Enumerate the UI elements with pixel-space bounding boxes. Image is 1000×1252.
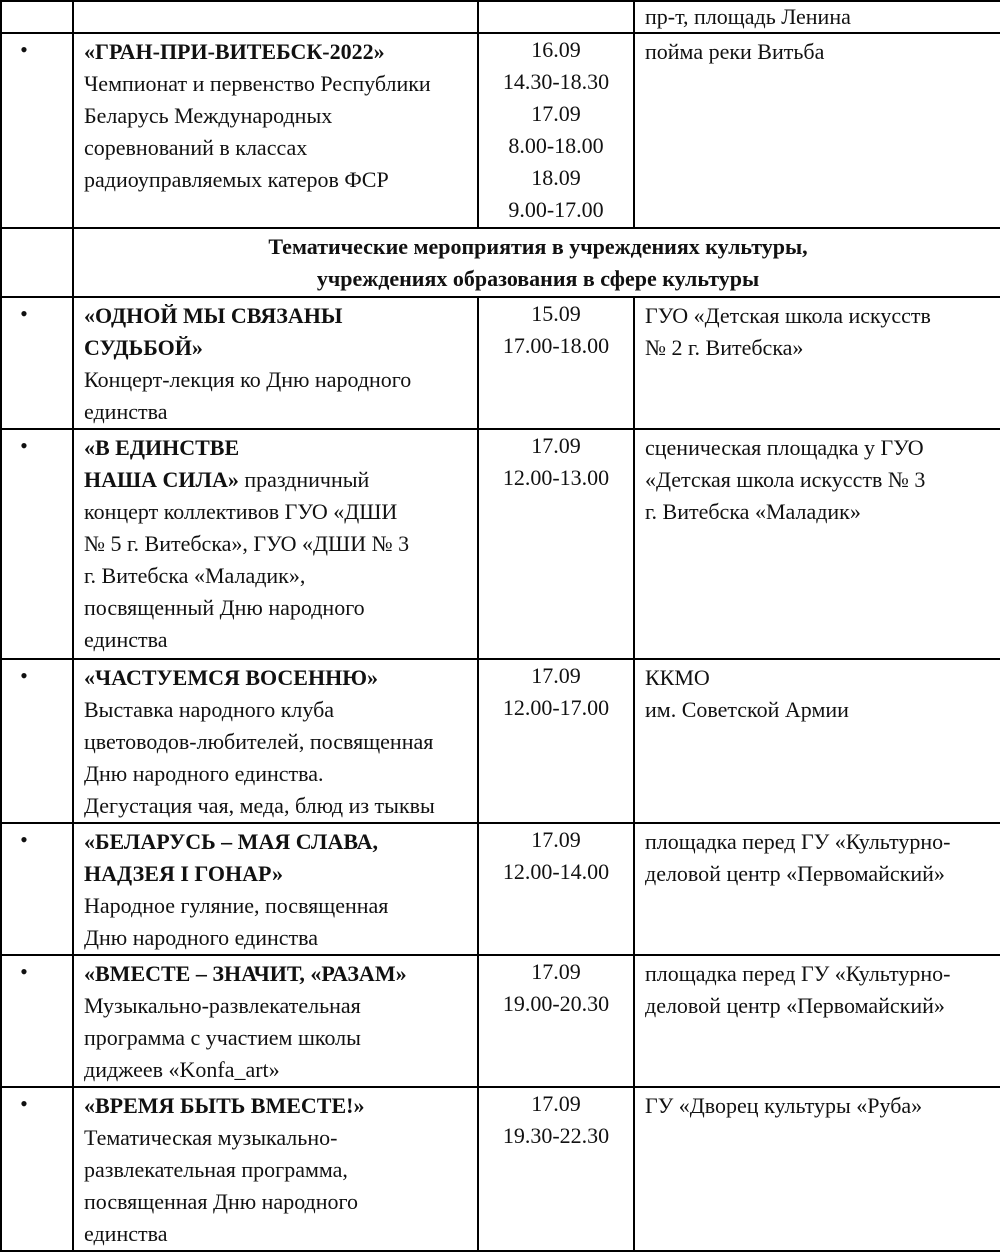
venue-text: ГУО «Детская школа искусств: [645, 303, 931, 328]
event-desc-line: Дню народного единства: [84, 925, 319, 950]
event-title: НАДЗЕЯ І ГОНАР»: [84, 861, 283, 886]
event-title-tail: праздничный: [238, 467, 370, 492]
event-desc-line: соревнований в классах: [84, 135, 308, 160]
section-header: [73, 228, 1000, 297]
section-header-row: [1, 228, 1000, 297]
event-cell: [73, 33, 478, 228]
time-text: 19.00-20.30: [502, 991, 610, 1016]
time-text: 17.00-18.00: [502, 333, 610, 358]
bullet-cell: [1, 823, 73, 955]
venue-text: деловой центр «Первомайский»: [645, 993, 945, 1018]
bullet-icon: •: [20, 37, 28, 62]
time-cell: [478, 955, 634, 1087]
venue-text: площадка перед ГУ «Культурно-: [645, 829, 951, 854]
venue-cell: [634, 1, 1000, 33]
event-title: «ВМЕСТЕ – ЗНАЧИТ, «РАЗАМ»: [84, 961, 407, 986]
date-text: 17.09: [531, 101, 581, 126]
event-title-line: [84, 958, 473, 990]
bullet-icon: •: [20, 301, 28, 326]
time-cell: [478, 33, 634, 228]
section-header-line: Тематические мероприятия в учреждениях культуры,: [268, 234, 808, 259]
table-row: [1, 659, 1000, 823]
time-text: 19.30-22.30: [502, 1123, 610, 1148]
date-text: 17.09: [531, 959, 581, 984]
bullet-icon: •: [20, 1091, 28, 1116]
event-title: «ГРАН-ПРИ-ВИТЕБСК-2022»: [84, 39, 385, 64]
bullet-cell: [1, 429, 73, 659]
event-title-line: [84, 332, 473, 364]
event-desc-line: Музыкально-развлекательная: [84, 993, 361, 1018]
venue-cell: [634, 33, 1000, 228]
bullet-cell: [1, 33, 73, 228]
bullet-icon: •: [20, 959, 28, 984]
venue-text: пр-т, площадь Ленина: [645, 4, 851, 29]
time-text: 12.00-14.00: [502, 859, 610, 884]
time-cell: [478, 659, 634, 823]
time-text: 14.30-18.30: [502, 69, 610, 94]
venue-cell: [634, 659, 1000, 823]
event-desc-line: диджеев «Konfa_art»: [84, 1057, 280, 1082]
date-text: 18.09: [531, 165, 581, 190]
bullet-icon: •: [20, 433, 28, 458]
event-title-line: [84, 432, 473, 464]
event-cell: [73, 823, 478, 955]
event-cell: [73, 429, 478, 659]
date-text: 17.09: [531, 1091, 581, 1116]
event-desc-line: № 5 г. Витебска», ГУО «ДШИ № 3: [84, 531, 410, 556]
event-desc-line: радиоуправляемых катеров ФСР: [84, 167, 389, 192]
date-text: 17.09: [531, 433, 581, 458]
event-title: СУДЬБОЙ»: [84, 335, 203, 360]
event-desc-line: Концерт-лекция ко Дню народного: [84, 367, 412, 392]
table-row: [1, 955, 1000, 1087]
bullet-cell: [1, 955, 73, 1087]
venue-cell: [634, 297, 1000, 429]
event-desc-line: Выставка народного клуба: [84, 697, 335, 722]
venue-text: ККМО: [645, 665, 710, 690]
event-desc-line: Народное гуляние, посвященная: [84, 893, 389, 918]
table-row: [1, 1087, 1000, 1251]
event-desc-line: Дню народного единства.: [84, 761, 324, 786]
event-desc-line: единства: [84, 399, 168, 424]
table-row: [1, 33, 1000, 228]
event-desc-line: Чемпионат и первенство Республики: [84, 71, 431, 96]
bullet-cell: [1, 297, 73, 429]
event-title-line: [84, 300, 473, 332]
time-cell: [478, 823, 634, 955]
event-title: «В ЕДИНСТВЕ: [84, 435, 240, 460]
event-cell: [73, 955, 478, 1087]
venue-cell: [634, 1087, 1000, 1251]
event-title-line: [84, 662, 473, 694]
venue-text: г. Витебска «Маладик»: [645, 499, 861, 524]
date-text: 16.09: [531, 37, 581, 62]
event-desc-line: Беларусь Международных: [84, 103, 333, 128]
event-desc-line: цветоводов-любителей, посвященная: [84, 729, 434, 754]
event-title: «БЕЛАРУСЬ – МАЯ СЛАВА,: [84, 829, 379, 854]
event-desc-line: г. Витебска «Маладик»,: [84, 563, 306, 588]
venue-text: пойма реки Витьба: [645, 39, 825, 64]
event-title-line: [84, 826, 473, 858]
venue-text: № 2 г. Витебска»: [645, 335, 804, 360]
venue-text: им. Советской Армии: [645, 697, 849, 722]
table-row: [1, 297, 1000, 429]
date-text: 15.09: [531, 301, 581, 326]
event-desc-line: Тематическая музыкально-: [84, 1125, 338, 1150]
time-cell: [478, 429, 634, 659]
event-desc-line: программа с участием школы: [84, 1025, 361, 1050]
date-text: 17.09: [531, 827, 581, 852]
event-cell: [73, 1087, 478, 1251]
venue-text: ГУ «Дворец культуры «Руба»: [645, 1093, 923, 1118]
event-desc-line: Дегустация чая, меда, блюд из тыквы: [84, 793, 435, 818]
table-row: [1, 1, 1000, 33]
bullet-icon: •: [20, 663, 28, 688]
venue-text: «Детская школа искусств № 3: [645, 467, 926, 492]
event-title: НАША СИЛА»: [84, 467, 239, 492]
bullet-cell: [1, 1087, 73, 1251]
event-desc-line: единства: [84, 1221, 168, 1246]
time-cell: [478, 1, 634, 33]
event-desc-line: единства: [84, 627, 168, 652]
time-text: 12.00-13.00: [502, 465, 610, 490]
event-title: «ЧАСТУЕМСЯ ВОСЕННЮ»: [84, 665, 378, 690]
venue-cell: [634, 955, 1000, 1087]
events-body: [1, 297, 1000, 1251]
time-text: 12.00-17.00: [502, 695, 610, 720]
event-title-line: [84, 464, 473, 496]
event-title-line: [84, 1090, 473, 1122]
time-text: 9.00-17.00: [508, 197, 604, 222]
bullet-cell: [1, 1, 73, 33]
event-title-line: [84, 858, 473, 890]
section-header-line: учреждениях образования в сфере культуры: [316, 266, 760, 291]
venue-text: деловой центр «Первомайский»: [645, 861, 945, 886]
event-title: «ОДНОЙ МЫ СВЯЗАНЫ: [84, 303, 343, 328]
table-row: [1, 823, 1000, 955]
bullet-cell: [1, 659, 73, 823]
event-cell: [73, 1, 478, 33]
event-desc-line: развлекательная программа,: [84, 1157, 348, 1182]
venue-text: площадка перед ГУ «Культурно-: [645, 961, 951, 986]
bullet-cell: [1, 228, 73, 297]
date-text: 17.09: [531, 663, 581, 688]
event-cell: [73, 297, 478, 429]
event-cell: [73, 659, 478, 823]
table-row: [1, 429, 1000, 659]
event-desc-line: концерт коллективов ГУО «ДШИ: [84, 499, 398, 524]
event-desc-line: посвященный Дню народного: [84, 595, 365, 620]
time-text: 8.00-18.00: [508, 133, 604, 158]
event-title: «ВРЕМЯ БЫТЬ ВМЕСТЕ!»: [84, 1093, 365, 1118]
venue-text: сценическая площадка у ГУО: [645, 435, 924, 460]
time-cell: [478, 1087, 634, 1251]
event-desc-line: посвященная Дню народного: [84, 1189, 359, 1214]
time-cell: [478, 297, 634, 429]
bullet-icon: •: [20, 827, 28, 852]
venue-cell: [634, 429, 1000, 659]
venue-cell: [634, 823, 1000, 955]
